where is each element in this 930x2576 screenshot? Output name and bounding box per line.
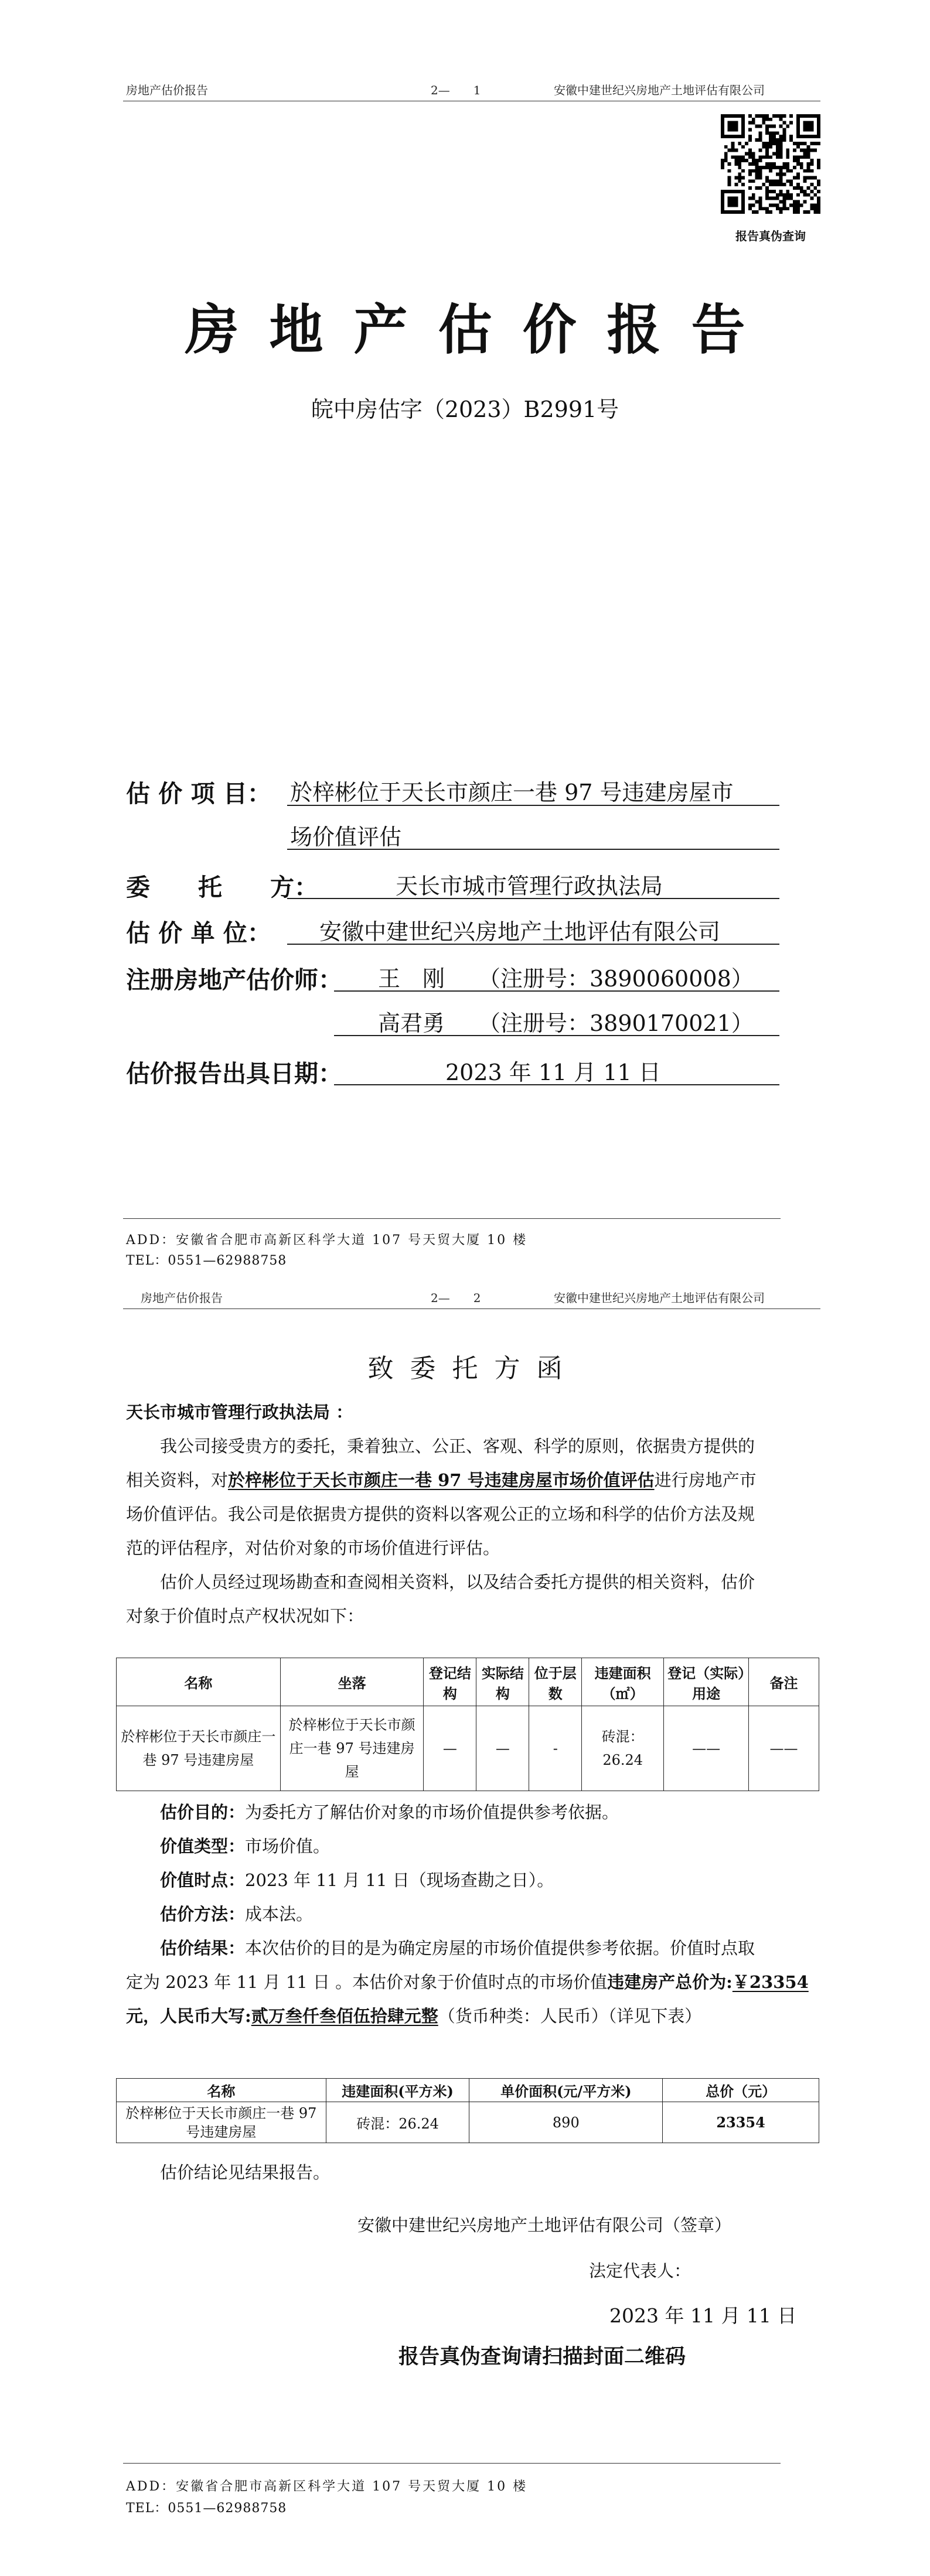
page-header-number-2: 2— 2	[431, 1291, 481, 1305]
qr-caption: 报告真伪查询	[735, 229, 806, 243]
report-number: 皖中房估字（2023）B2991号	[311, 397, 619, 422]
conclusion-text: 估价结论见结果报告。	[160, 2162, 331, 2182]
th-use: 登记（实际）用途	[664, 1658, 749, 1706]
page-header-number: 2— 1	[431, 83, 481, 97]
page-header-left: 房地产估价报告	[126, 83, 208, 97]
result-line2	[126, 1965, 817, 1999]
time-line	[126, 1863, 817, 1897]
project-value-line1: 於梓彬位于天长市颜庄一巷 97 号违建房屋市	[290, 780, 734, 805]
cell-location: 於梓彬位于天长市颜庄一巷 97 号违建房屋	[280, 1706, 424, 1791]
th2-area: 违建面积(平方米)	[326, 2079, 469, 2102]
qr-code-icon[interactable]	[721, 114, 820, 214]
project-value-line2: 场价值评估	[290, 824, 402, 850]
appraiser-2: 高君勇 （注册号：3890170021）	[378, 1010, 754, 1036]
cell-reg-structure: —	[424, 1706, 476, 1791]
result-capital-value: 贰万叁仟叁佰伍拾肆元整	[251, 2006, 438, 2026]
project-label: 估 价 项 目：	[126, 780, 271, 808]
footer-address-2: ADD：安徽省合肥市高新区科学大道 107 号天贸大厦 10 楼	[126, 2479, 528, 2494]
method-line	[126, 1897, 817, 1931]
th-reg-structure: 登记结构	[424, 1658, 476, 1706]
page-header-left-2: 房地产估价报告	[141, 1291, 223, 1305]
signature-date: 2023 年 11 月 11 日	[609, 2304, 797, 2327]
time-value: 2023 年 11 月 11 日（现场查勘之日）。	[245, 1870, 554, 1890]
table-row	[117, 2102, 819, 2143]
result-text-1: 本次估价的目的是为确定房屋的市场价值提供参考依据。价值时点取	[245, 1938, 755, 1958]
qr-code-block[interactable]	[721, 114, 820, 243]
date-underline	[334, 1084, 779, 1085]
footer-divider-1	[123, 1218, 781, 1219]
result-currency-note: （货币种类：人民币）（详见下表）	[438, 2006, 702, 2026]
th-area: 违建面积（㎡）	[582, 1658, 664, 1706]
company-signature: 安徽中建世纪兴房地产土地评估有限公司（签章）	[357, 2215, 732, 2235]
property-table-header	[117, 1658, 819, 1706]
cell-use: ——	[664, 1706, 749, 1791]
footer-tel-1: TEL：0551—62988758	[126, 1253, 287, 1268]
result-total-value: ￥23354	[732, 1972, 809, 1992]
th-name: 名称	[117, 1658, 281, 1706]
page-header-company-2: 安徽中建世纪兴房地产土地评估有限公司	[554, 1291, 765, 1305]
p1-line2	[126, 1463, 817, 1497]
cell-name: 於梓彬位于天长市颜庄一巷 97 号违建房屋	[117, 1706, 281, 1791]
valuation-table-header	[117, 2079, 819, 2102]
estimation-details	[126, 1795, 817, 2033]
client-label: 委 托 方：	[126, 873, 318, 901]
method-label: 估价方法：	[160, 1904, 246, 1924]
cell2-total: 23354	[663, 2102, 819, 2143]
result-total-label: 违建房产总价为:	[607, 1972, 733, 1992]
valuation-table	[116, 2078, 819, 2143]
report-title: 房地产估价报告	[185, 298, 776, 361]
property-table	[116, 1658, 819, 1791]
date-label: 估价报告出具日期：	[126, 1060, 342, 1088]
result-line1	[126, 1931, 817, 1965]
p1-line4: 范的评估程序，对估价对象的市场价值进行评估。	[126, 1538, 500, 1558]
appraiser-underline-2	[334, 1035, 779, 1036]
unit-label: 估 价 单 位：	[126, 919, 271, 947]
time-label: 价值时点：	[160, 1870, 246, 1890]
th-location: 坐落	[280, 1658, 424, 1706]
cell-remark: ——	[749, 1706, 819, 1791]
purpose-value: 为委托方了解估价对象的市场价值提供参考依据。	[245, 1802, 619, 1822]
p1-line2-a: 相关资料，对	[126, 1470, 229, 1490]
date-value: 2023 年 11 月 11 日	[445, 1060, 661, 1085]
letter-para-1	[126, 1429, 817, 1633]
th-remark: 备注	[749, 1658, 819, 1706]
cell2-area: 砖混：26.24	[326, 2102, 469, 2143]
type-line	[126, 1829, 817, 1863]
client-underline	[287, 898, 779, 899]
cell-area: 砖混：26.24	[582, 1706, 664, 1791]
type-value: 市场价值。	[245, 1836, 331, 1856]
project-underline-2	[287, 849, 779, 850]
th2-unit-price: 单价面积(元/平方米)	[469, 2079, 663, 2102]
p1-line3: 场价值评估。我公司是依据贵方提供的资料以客观公正的立场和科学的估价方法及规	[126, 1504, 755, 1524]
client-value: 天长市城市管理行政执法局	[396, 873, 663, 899]
th2-name: 名称	[117, 2079, 326, 2102]
cell-actual-structure: —	[476, 1706, 529, 1791]
verification-note: 报告真伪查询请扫描封面二维码	[398, 2345, 686, 2369]
result-label: 估价结果：	[160, 1938, 246, 1958]
p1-line1: 我公司接受贵方的委托，秉着独立、公正、客观、科学的原则，依据贵方提供的	[160, 1436, 755, 1456]
cell2-name: 於梓彬位于天长市颜庄一巷 97 号违建房屋	[117, 2102, 326, 2143]
p2-line1: 估价人员经过现场勘查和查阅相关资料，以及结合委托方提供的相关资料，估价	[160, 1572, 755, 1592]
p2-line2: 对象于价值时点产权状况如下：	[126, 1606, 364, 1626]
result-line3	[126, 1999, 817, 2033]
appraiser-underline-1	[334, 990, 779, 992]
unit-value: 安徽中建世纪兴房地产土地评估有限公司	[319, 919, 721, 945]
project-underline-1	[287, 805, 779, 806]
letter-salutation: 天长市城市管理行政执法局 ：	[126, 1402, 353, 1422]
footer-address-1: ADD：安徽省合肥市高新区科学大道 107 号天贸大厦 10 楼	[126, 1233, 528, 1248]
purpose-label: 估价目的：	[160, 1802, 246, 1822]
table-row	[117, 1706, 819, 1791]
th2-total: 总价（元）	[663, 2079, 819, 2102]
cell-floor: -	[529, 1706, 582, 1791]
cell2-unit-price: 890	[469, 2102, 663, 2143]
p1-line2-c: 进行房地产市	[654, 1470, 757, 1490]
letter-title: 致委托方函	[367, 1354, 579, 1383]
page-header-company: 安徽中建世纪兴房地产土地评估有限公司	[554, 83, 765, 97]
unit-underline	[287, 944, 779, 945]
th-actual-structure: 实际结构	[476, 1658, 529, 1706]
result-capital-label: 元，人民币大写:	[126, 2006, 251, 2026]
result-text-2a: 定为 2023 年 11 月 11 日 。本估价对象于价值时点的市场价值	[126, 1972, 608, 1992]
type-label: 价值类型：	[160, 1836, 246, 1856]
th-floor: 位于层数	[529, 1658, 582, 1706]
method-value: 成本法。	[245, 1904, 314, 1924]
footer-divider-2	[123, 2463, 781, 2464]
footer-tel-2: TEL：0551—62988758	[126, 2501, 287, 2516]
appraiser-1: 王 刚 （注册号：3890060008）	[378, 966, 754, 992]
appraiser-label: 注册房地产估价师：	[126, 966, 342, 994]
p1-project-name: 於梓彬位于天长市颜庄一巷 97 号违建房屋市场价值评估	[228, 1470, 655, 1490]
legal-representative: 法定代表人：	[589, 2261, 691, 2281]
purpose-line	[126, 1795, 817, 1829]
